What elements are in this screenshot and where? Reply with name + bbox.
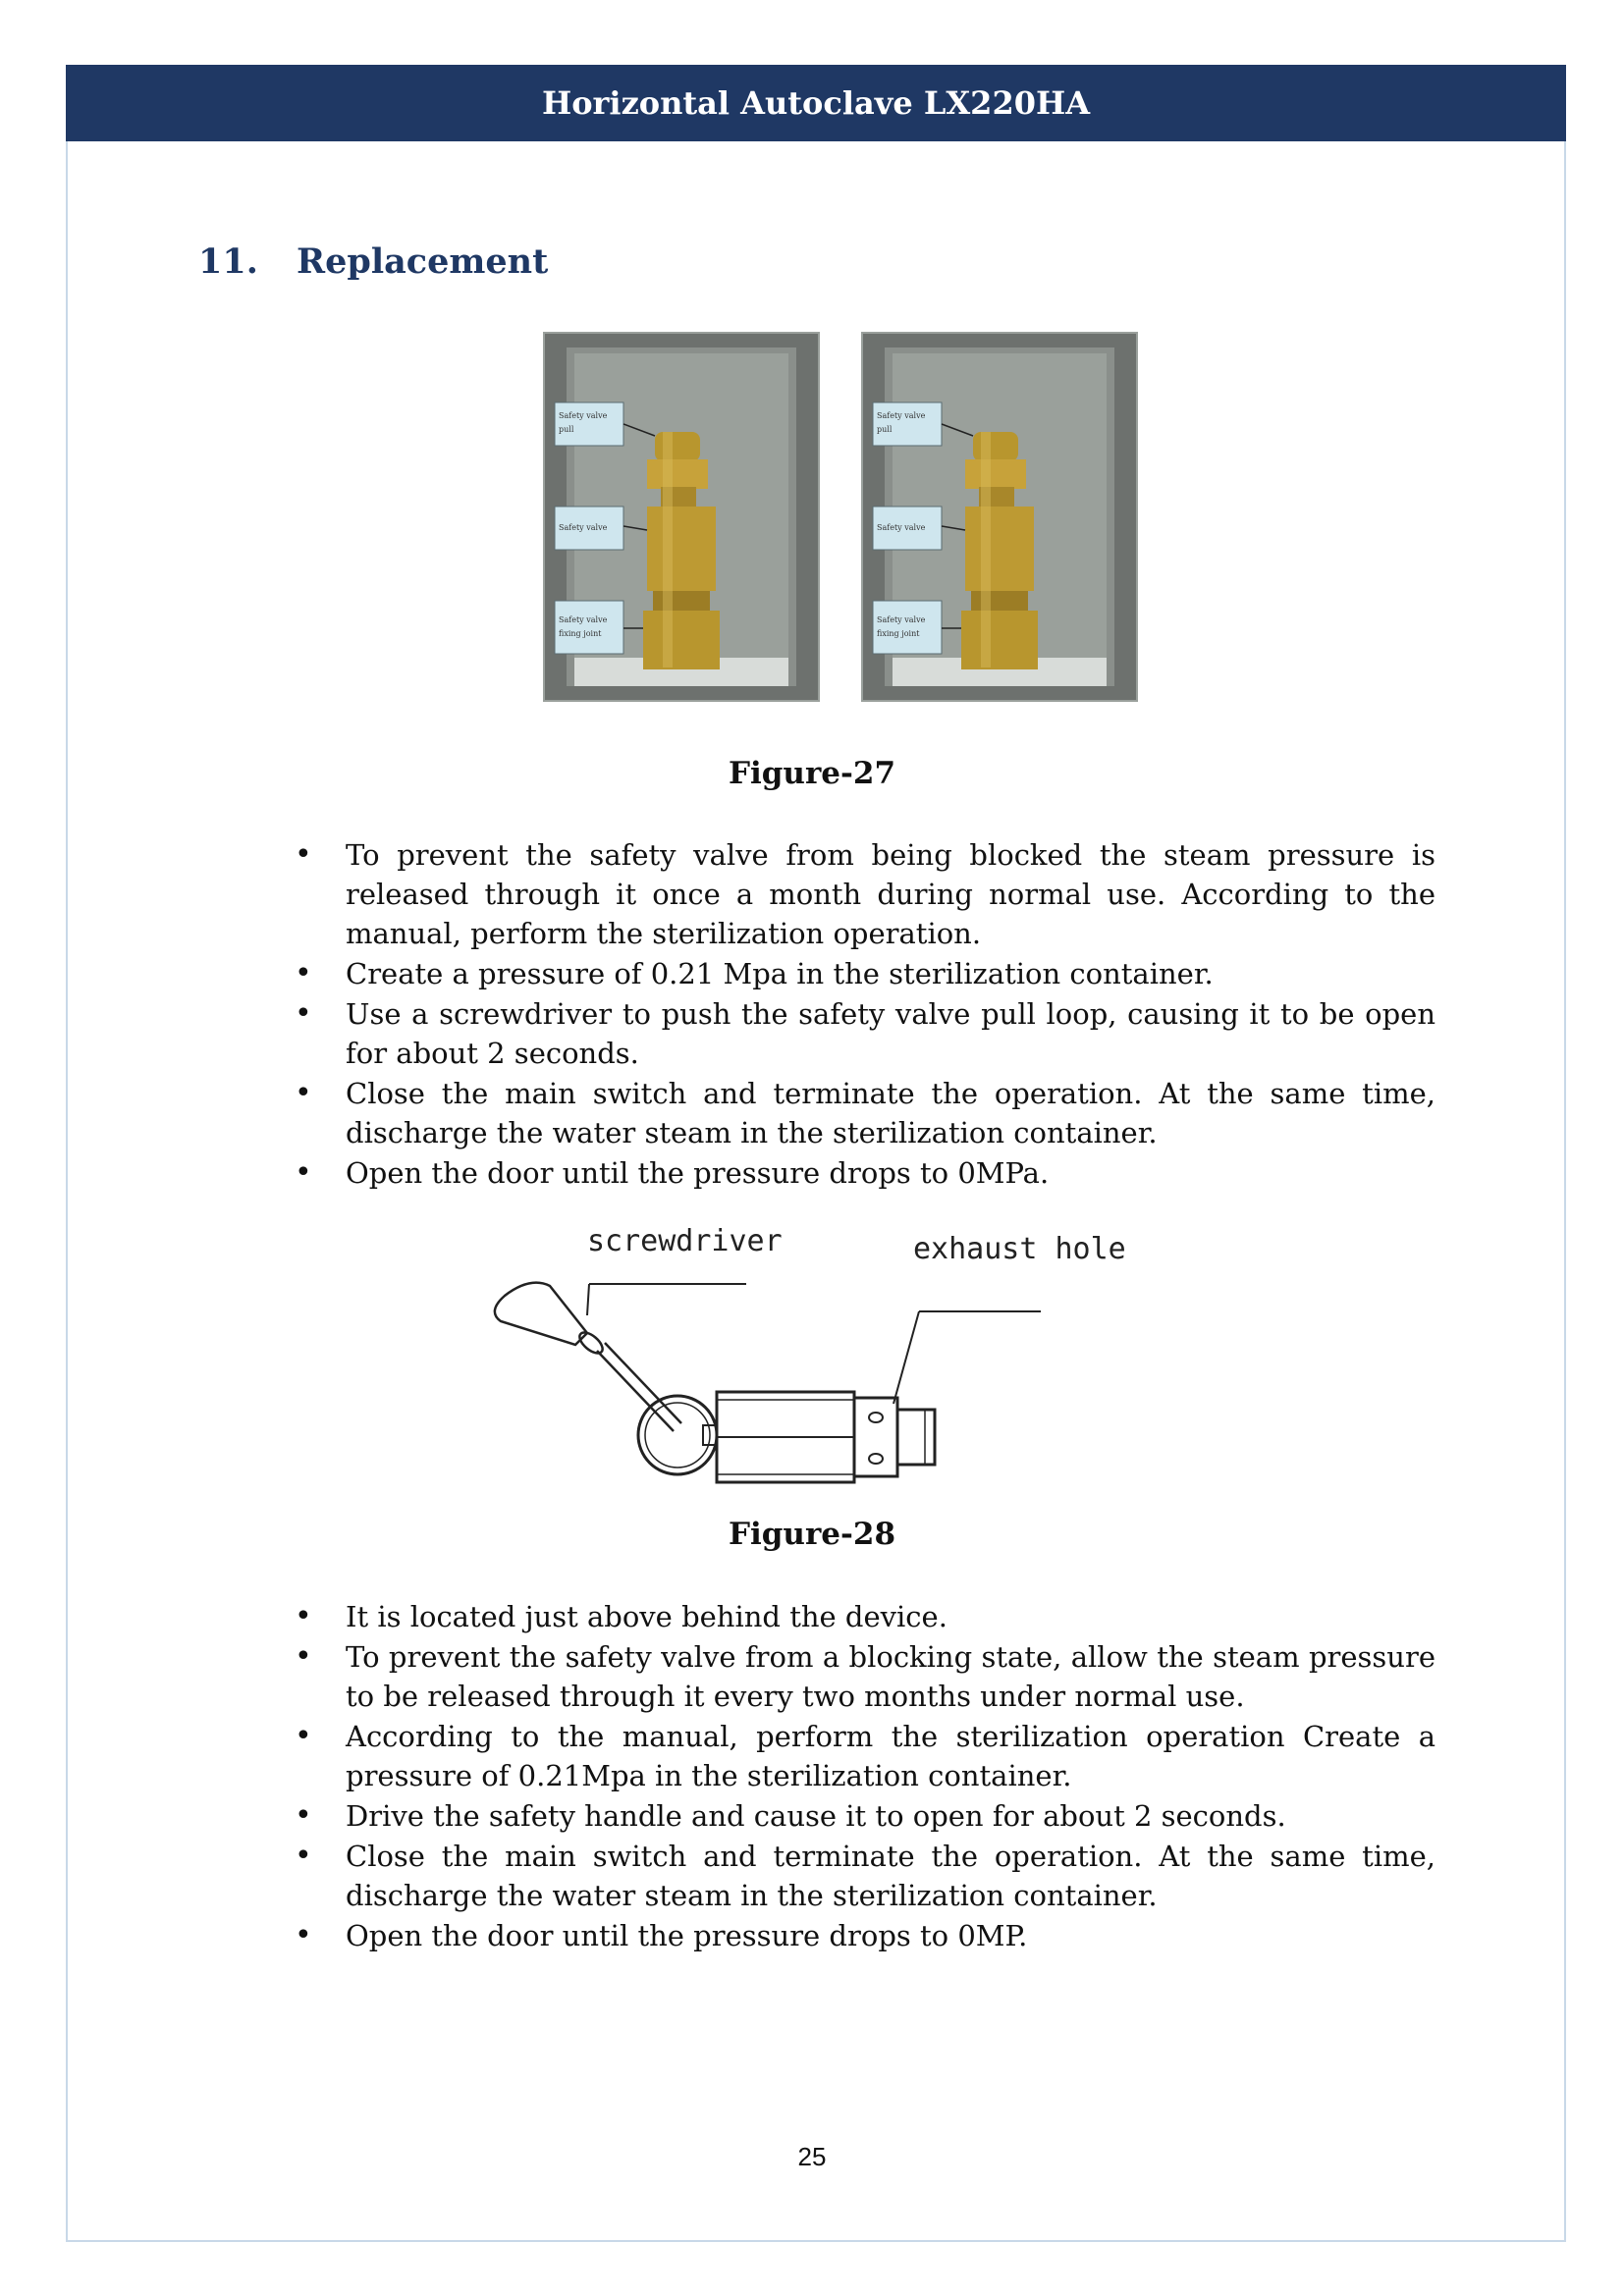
header-bar — [66, 65, 1566, 141]
section-heading — [198, 241, 548, 282]
instructions-list-2 — [295, 1597, 1435, 1956]
list-item: • Open the door until the pressure drops to 0MP. — [295, 1916, 1435, 1955]
list-item: • Drive the safety handle and cause it to open for about 2 seconds. — [295, 1796, 1435, 1836]
list-item: • According to the manual, perform the sterilization operation Create a pressure of 0.21Mpa in the sterilization container. — [295, 1717, 1435, 1795]
page-number: 25 — [797, 2142, 827, 2171]
svg-text:Safety valve: Safety valve — [559, 615, 608, 624]
list-item: • Close the main switch and terminate the operation. At the same time, discharge the water steam in the sterilization container. — [295, 1074, 1435, 1152]
svg-text:fixing joint: fixing joint — [559, 629, 602, 638]
svg-text:Safety valve: Safety valve — [559, 411, 608, 420]
figure-28-caption: Figure-28 — [728, 1517, 896, 1552]
header-title: Horizontal Autoclave LX220HA — [541, 84, 1091, 122]
list-item: • Close the main switch and terminate the operation. At the same time, discharge the water steam in the sterilization container. — [295, 1837, 1435, 1915]
svg-text:pull: pull — [877, 425, 893, 434]
svg-text:Safety valve: Safety valve — [877, 523, 926, 532]
safety-valve-photo-right — [861, 332, 1138, 702]
list-item: • It is located just above behind the device. — [295, 1597, 1435, 1636]
instructions-list-1 — [295, 835, 1435, 1194]
screwdriver-diagram — [481, 1217, 1168, 1512]
svg-text:pull: pull — [559, 425, 574, 434]
section-number: 11. — [198, 241, 258, 282]
section-title: Replacement — [297, 241, 549, 282]
label-exhaust-hole: exhaust hole — [913, 1232, 1126, 1266]
safety-valve-photo-right-image — [863, 334, 1136, 700]
safety-valve-photo-left — [543, 332, 820, 702]
list-item: • Open the door until the pressure drops to 0MPa. — [295, 1153, 1435, 1193]
list-item: • To prevent the safety valve from a blocking state, allow the steam pressure to be released through it every two months under normal use. — [295, 1637, 1435, 1716]
svg-text:fixing joint: fixing joint — [877, 629, 920, 638]
list-item: • Create a pressure of 0.21 Mpa in the sterilization container. — [295, 954, 1435, 993]
svg-text:Safety valve: Safety valve — [559, 523, 608, 532]
svg-text:Safety valve: Safety valve — [877, 411, 926, 420]
list-item: • Use a screwdriver to push the safety valve pull loop, causing it to be open for about 2 seconds. — [295, 994, 1435, 1073]
label-screwdriver: screwdriver — [587, 1224, 783, 1258]
list-item: • To prevent the safety valve from being blocked the steam pressure is released through it once a month during normal use. According to the manual, perform the sterilization operation. — [295, 835, 1435, 953]
figure-27-caption: Figure-27 — [728, 756, 896, 791]
safety-valve-photo-left-image — [545, 334, 818, 700]
svg-text:Safety valve: Safety valve — [877, 615, 926, 624]
